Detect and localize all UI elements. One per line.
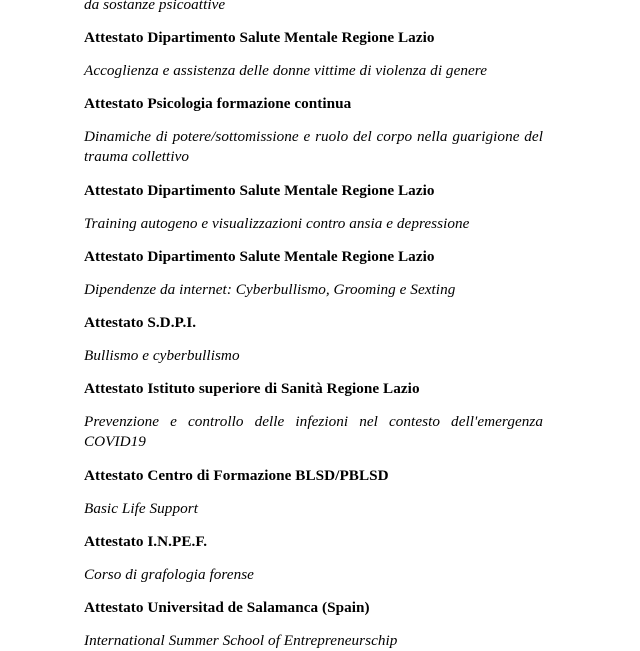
certificate-title: Attestato Dipartimento Salute Mentale Regione Lazio [84,248,435,265]
certificate-title: Attestato Dipartimento Salute Mentale Regione Lazio [84,182,435,199]
certificate-title: Attestato Dipartimento Salute Mentale Regione Lazio [84,29,435,46]
certificate-description: Bullismo e cyberbullismo [84,347,240,364]
certificate-title: Attestato Istituto superiore di Sanità Regione Lazio [84,380,420,397]
certificate-title: Attestato I.N.PE.F. [84,533,208,550]
certificate-description: Dipendenze da internet: Cyberbullismo, Grooming e Sexting [84,281,456,298]
certificate-description: Training autogeno e visualizzazioni contro ansia e depressione [84,215,470,232]
certificate-description: Basic Life Support [84,500,198,517]
certificate-description: Corso di grafologia forense [84,566,254,583]
certificate-description: Prevenzione e controllo delle infezioni nel contesto dell'emergenza COVID19 [84,413,543,450]
continuation-line: da sostanze psicoattive [84,0,226,13]
certificate-title: Attestato Psicologia formazione continua [84,95,352,112]
certificate-description: Accoglienza e assistenza delle donne vittime di violenza di genere [84,62,487,79]
certificate-title: Attestato Centro di Formazione BLSD/PBLSD [84,467,389,484]
certificate-title: Attestato S.D.P.I. [84,314,197,331]
document-body [84,0,543,651]
certificate-description: International Summer School of Entrepreneurschip [84,632,398,649]
certificate-description: Dinamiche di potere/sottomissione e ruolo del corpo nella guarigione del trauma collettivo [84,128,543,165]
certificate-title: Attestato Universitad de Salamanca (Spain) [84,599,370,616]
